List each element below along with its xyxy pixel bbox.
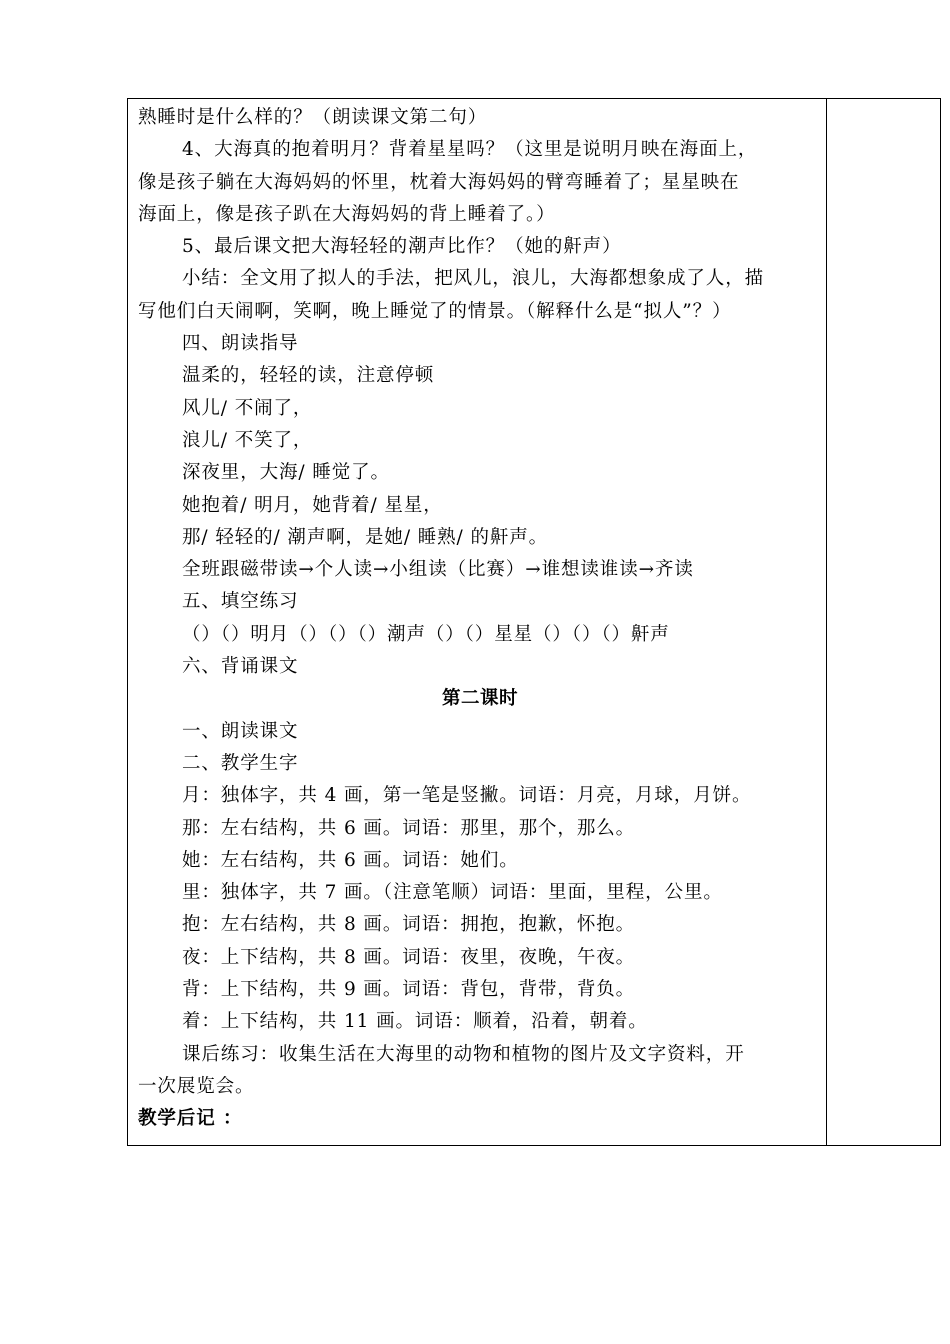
- teaching-notes-label: 教学后记 ：: [138, 1108, 243, 1130]
- second-lesson-title: 第二课时: [441, 688, 518, 710]
- poem-line: 那/ 轻轻的/ 潮声啊，是她/ 睡熟/ 的鼾声。: [182, 526, 549, 548]
- reading-sequence-line: 全班跟磁带读→个人读→小组读（比赛）→谁想读谁读→齐读: [182, 559, 694, 581]
- character-entry: 抱：左右结构，共 8 画。词语：拥抱，抱歉，怀抱。: [182, 914, 636, 936]
- text-line: 写他们白天闹啊，笑啊，晚上睡觉了的情景。（解释什么是“拟人”？）: [138, 300, 732, 322]
- poem-line: 浪儿/ 不笑了，: [182, 429, 313, 451]
- section-heading-fill-blank: 五、填空练习: [182, 591, 299, 613]
- poem-line: 深夜里，大海/ 睡觉了。: [182, 462, 390, 484]
- summary-line: 小结：全文用了拟人的手法，把风儿，浪儿，大海都想象成了人，描: [182, 268, 765, 290]
- text-line: 温柔的，轻轻的读，注意停顿: [182, 365, 435, 387]
- character-entry: 月：独体字，共 4 画，第一笔是竖撇。词语：月亮，月球，月饼。: [182, 785, 752, 807]
- character-entry: 背：上下结构，共 9 画。词语：背包，背带，背负。: [182, 979, 636, 1001]
- character-entry: 里：独体字，共 7 画。（注意笔顺）词语：里面，里程，公里。: [182, 882, 723, 904]
- section-heading-recite: 六、背诵课文: [182, 656, 299, 678]
- question-5-line: 5、最后课文把大海轻轻的潮声比作？（她的鼾声）: [182, 236, 622, 258]
- text-line: 像是孩子躺在大海妈妈的怀里，枕着大海妈妈的臂弯睡着了；星星映在: [138, 171, 740, 193]
- poem-line: 她抱着/ 明月，她背着/ 星星，: [182, 494, 443, 516]
- homework-line: 课后练习：收集生活在大海里的动物和植物的图片及文字资料，开: [182, 1043, 745, 1065]
- character-entry: 她：左右结构，共 6 画。词语：她们。: [182, 849, 519, 871]
- fill-blank-exercise: （）（）明月（）（）（）潮声（）（）星星（）（）（）鼾声: [182, 623, 670, 645]
- notes-column-divider: [826, 99, 827, 1145]
- lesson-table: [127, 98, 941, 1146]
- character-entry: 夜：上下结构，共 8 画。词语：夜里，夜晚，午夜。: [182, 946, 636, 968]
- section-heading-characters: 二、教学生字: [182, 752, 299, 774]
- lesson-content: [138, 102, 822, 1136]
- section-heading-reading-guide: 四、朗读指导: [182, 333, 299, 355]
- poem-line: 风儿/ 不闹了，: [182, 397, 313, 419]
- section-heading-read-text: 一、朗读课文: [182, 720, 299, 742]
- text-line: 一次展览会。: [138, 1075, 255, 1097]
- character-entry: 着：上下结构，共 11 画。词语：顺着，沿着，朝着。: [182, 1011, 648, 1033]
- question-4-line: 4、大海真的抱着明月？背着星星吗？（这里是说明月映在海面上，: [182, 139, 758, 161]
- text-line: 海面上，像是孩子趴在大海妈妈的背上睡着了。）: [138, 203, 556, 225]
- text-line: 熟睡时是什么样的？（朗读课文第二句）: [138, 107, 488, 128]
- character-entry: 那：左右结构，共 6 画。词语：那里，那个，那么。: [182, 817, 636, 839]
